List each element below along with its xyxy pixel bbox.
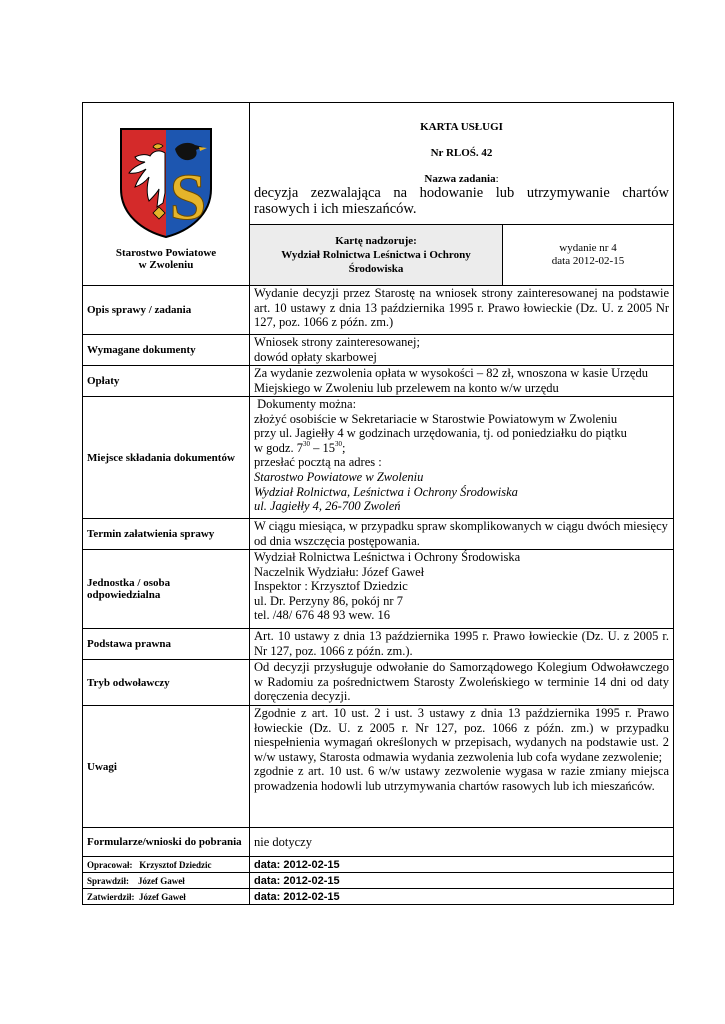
row-label-dokumenty: Wymagane dokumenty	[83, 335, 250, 366]
row-label-uwagi: Uwagi	[83, 706, 250, 828]
service-card	[82, 102, 673, 905]
signoff-approved-label: Zatwierdził: Józef Gaweł	[83, 889, 250, 905]
row-label-jednostka: Jednostka / osoba odpowiedzialna	[83, 550, 250, 629]
table-row	[83, 660, 674, 706]
table-row	[83, 366, 674, 397]
row-label-opis: Opis sprawy / zadania	[83, 286, 250, 335]
table-row	[83, 629, 674, 660]
table-row	[83, 828, 674, 857]
row-value-dokumenty: Wniosek strony zainteresowanej; dowód opłaty skarbowej	[250, 335, 674, 366]
office-cell	[83, 103, 250, 286]
table-row	[83, 519, 674, 550]
task-name: decyzja zezwalająca na hodowanie lub utrzymywanie chartów rasowych i ich mieszańców.	[254, 185, 670, 217]
svg-text:S: S	[169, 161, 207, 234]
supervisor-cell	[250, 225, 503, 286]
edition-cell	[503, 225, 674, 286]
coat-of-arms-logo	[119, 127, 213, 239]
edition-date: data 2012-02-15	[551, 255, 625, 267]
row-value-jednostka: Wydział Rolnictwa Leśnictwa i Ochrony Środowiska Naczelnik Wydziału: Józef Gaweł Inspektor : Krzysztof Dziedzic ul. Dr. Perzyny 86, pokój nr 7 tel. /48/ 676 48 93 wew. 16	[250, 550, 674, 629]
office-name: Starostwo Powiatowe w Zwoleniu	[115, 247, 217, 271]
row-value-uwagi: Zgodnie z art. 10 ust. 2 i ust. 3 ustawy z dnia 13 października 1995 r. Prawo łowieckie (Dz. U. z 2005 r. Nr 127, poz. 1066 z późn. zm.) w przypadku niespełnienia wymagań określonych w przepisach, wydanych na podstawie ust. 2 w/w ustawy, Starosta odmawia wydania zezwolenia lub cofa wydane zezwolenie; zgodnie z art. 10 ust. 6 w/w ustawy zezwolenie wygasa w razie zmiany miejsca prowadzenia hodowli lub utrzymywania chartów rasowych lub ich mieszańców.	[250, 706, 674, 828]
table-row	[83, 550, 674, 629]
edition-number: wydanie nr 4	[559, 242, 617, 254]
table-row	[83, 397, 674, 519]
card-title: KARTA USŁUGI	[420, 121, 503, 133]
row-value-termin: W ciągu miesiąca, w przypadku spraw skomplikowanych w ciągu dwóch miesięcy od dnia wszczęcia postępowania.	[250, 519, 674, 550]
row-label-podstawa: Podstawa prawna	[83, 629, 250, 660]
signoff-checked-label: Sprawdził: Józef Gaweł	[83, 873, 250, 889]
row-value-tryb: Od decyzji przysługuje odwołanie do Samorządowego Kolegium Odwoławczego w Radomiu za pośrednictwem Starosty Zwoleńskiego w terminie 14 dni od daty doręczenia decyzji.	[250, 660, 674, 706]
row-value-opis: Wydanie decyzji przez Starostę na wniosek strony zainteresowanej na podstawie art. 10 ustawy z dnia 13 października 1995 r. Prawo łowieckie (Dz. U. z 2005 Nr 127, poz. 1066 z późn. zm.)	[250, 286, 674, 335]
row-value-formularze: nie dotyczy	[250, 828, 674, 857]
row-value-oplaty: Za wydanie zezwolenia opłata w wysokości – 82 zł, wnoszona w kasie Urzędu Miejskiego w Zwoleniu lub przelewem na konto w/w urzędu	[250, 366, 674, 397]
table-row	[83, 889, 674, 905]
signoff-prepared-label: Opracował: Krzysztof Dziedzic	[83, 857, 250, 873]
table-row	[83, 286, 674, 335]
title-cell	[250, 103, 674, 225]
card-number: Nr RLOŚ. 42	[430, 147, 493, 159]
table-row	[83, 335, 674, 366]
signoff-checked-date: data: 2012-02-15	[250, 873, 674, 889]
supervisor-dept: Wydział Rolnictwa Leśnictwa i Ochrony Środowiska	[281, 249, 471, 275]
table-row	[83, 873, 674, 889]
row-label-oplaty: Opłaty	[83, 366, 250, 397]
table-row	[83, 706, 674, 828]
row-value-miejsce: Dokumenty można: złożyć osobiście w Sekretariacie w Starostwie Powiatowym w Zwoleniu przy ul. Jagiełły 4 w godzinach urzędowania, tj. od poniedziałku do piątku w godz. $7^{30} - 15^{30}$; przesłać pocztą na adres : Starostwo Powiatowe w Zwoleniu Wydział Rolnictwa, Leśnictwa i Ochrony Środowiska ul. Jagiełły 4, 26-700 Zwoleń	[250, 397, 674, 519]
task-label: Nazwa zadania:	[424, 173, 499, 185]
signoff-prepared-date: data: 2012-02-15	[250, 857, 674, 873]
service-card-table	[82, 102, 674, 905]
supervisor-label: Kartę nadzoruje:	[335, 235, 417, 247]
row-label-termin: Termin załatwienia sprawy	[83, 519, 250, 550]
row-value-podstawa: Art. 10 ustawy z dnia 13 października 1995 r. Prawo łowieckie (Dz. U. z 2005 r. Nr 127, poz. 1066 z późn. zm.).	[250, 629, 674, 660]
table-row	[83, 857, 674, 873]
signoff-approved-date: data: 2012-02-15	[250, 889, 674, 905]
row-label-tryb: Tryb odwoławczy	[83, 660, 250, 706]
row-label-formularze: Formularze/wnioski do pobrania	[83, 828, 250, 857]
row-label-miejsce: Miejsce składania dokumentów	[83, 397, 250, 519]
